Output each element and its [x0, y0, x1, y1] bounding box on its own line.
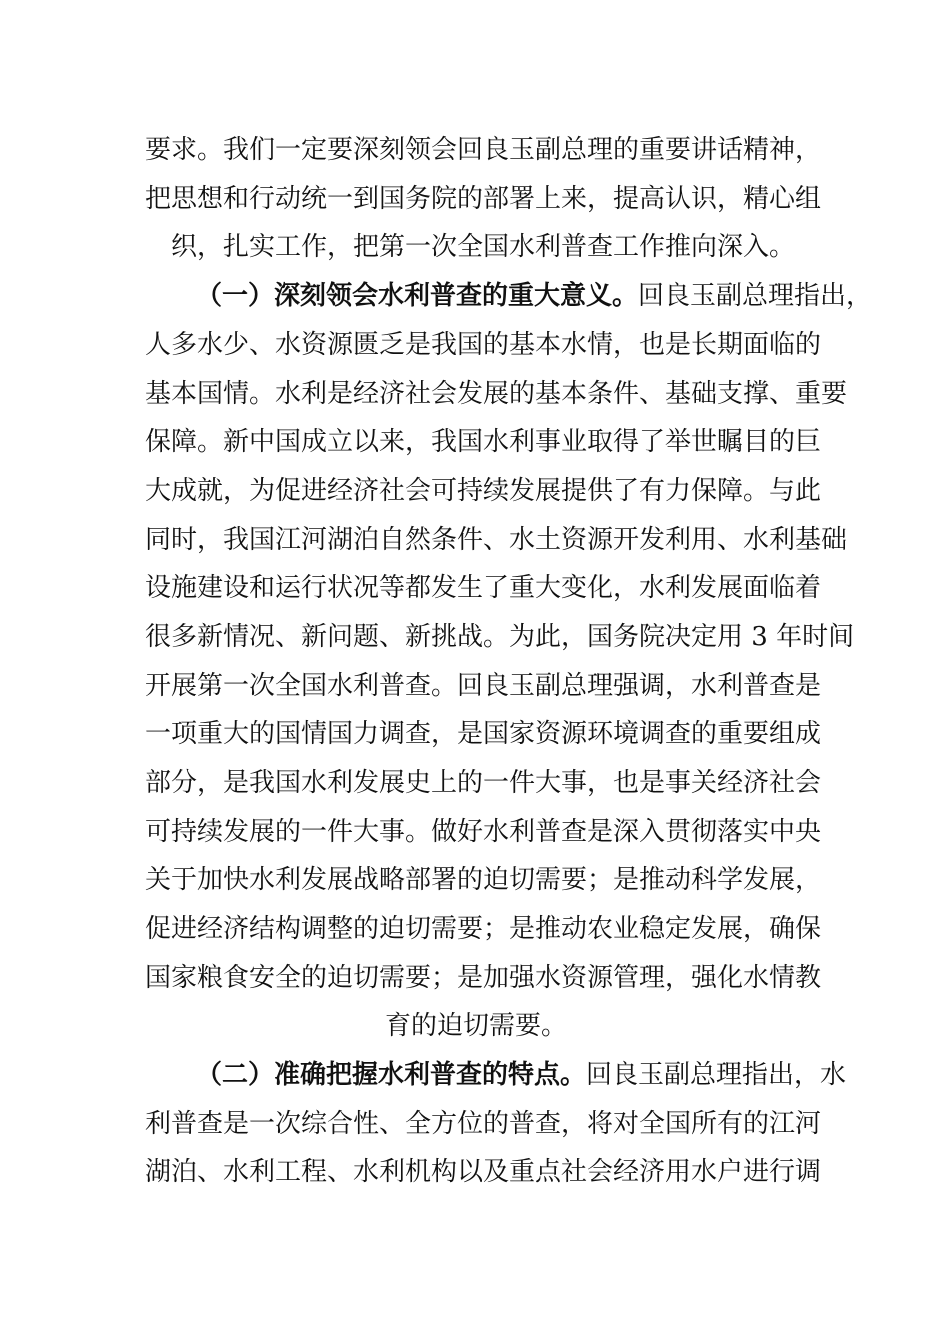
- section-1-first-line: [196, 279, 873, 315]
- body-line-3: 织，扎实工作，把第一次全国水利普查工作推向深入。: [171, 232, 796, 262]
- body-line-12: 开展第一次全国水利普查。回良玉副总理强调，水利普查是: [145, 671, 822, 701]
- body-line-5: 人多水少、水资源匮乏是我国的基本水情，也是长期面临的: [145, 330, 822, 360]
- body-line-16: 关于加快水利发展战略部署的迫切需要；是推动科学发展，: [145, 865, 822, 895]
- body-line-13: 一项重大的国情国力调查，是国家资源环境调查的重要组成: [145, 719, 822, 749]
- body-line-17: 促进经济结构调整的迫切需要；是推动农业稳定发展，确保: [145, 914, 822, 944]
- body-line-8: 大成就，为促进经济社会可持续发展提供了有力保障。与此: [145, 476, 822, 506]
- section-2-first-line: [196, 1058, 847, 1094]
- body-line-19: 育的迫切需要。: [384, 1011, 567, 1041]
- body-line-21: 利普查是一次综合性、全方位的普查，将对全国所有的江河: [145, 1109, 822, 1139]
- section-2-lead-text: 回良玉副总理指出，水: [586, 1060, 847, 1090]
- body-line-18: 国家粮食安全的迫切需要；是加强水资源管理，强化水情教: [145, 963, 822, 993]
- body-line-15: 可持续发展的一件大事。做好水利普查是深入贯彻落实中央: [145, 817, 822, 847]
- body-line-14: 部分，是我国水利发展史上的一件大事，也是事关经济社会: [145, 768, 822, 798]
- body-line-7: 保障。新中国成立以来，我国水利事业取得了举世瞩目的巨: [145, 427, 822, 457]
- body-line-10: 设施建设和运行状况等都发生了重大变化，水利发展面临着: [145, 573, 822, 603]
- body-line-22: 湖泊、水利工程、水利机构以及重点社会经济用水户进行调: [145, 1157, 822, 1187]
- body-line-11: 很多新情况、新问题、新挑战。为此，国务院决定用 3 年时间: [145, 622, 855, 652]
- section-1-lead-text: 回良玉副总理指出，: [638, 281, 873, 311]
- section-2-heading: （二）准确把握水利普查的特点。: [196, 1060, 587, 1090]
- body-line-2: 把思想和行动统一到国务院的部署上来，提高认识，精心组: [145, 184, 822, 214]
- body-line-1: 要求。我们一定要深刻领会回良玉副总理的重要讲话精神，: [145, 135, 822, 165]
- body-line-6: 基本国情。水利是经济社会发展的基本条件、基础支撑、重要: [145, 379, 848, 409]
- body-line-9: 同时，我国江河湖泊自然条件、水土资源开发利用、水利基础: [145, 525, 848, 555]
- section-1-heading: （一）深刻领会水利普查的重大意义。: [196, 281, 639, 311]
